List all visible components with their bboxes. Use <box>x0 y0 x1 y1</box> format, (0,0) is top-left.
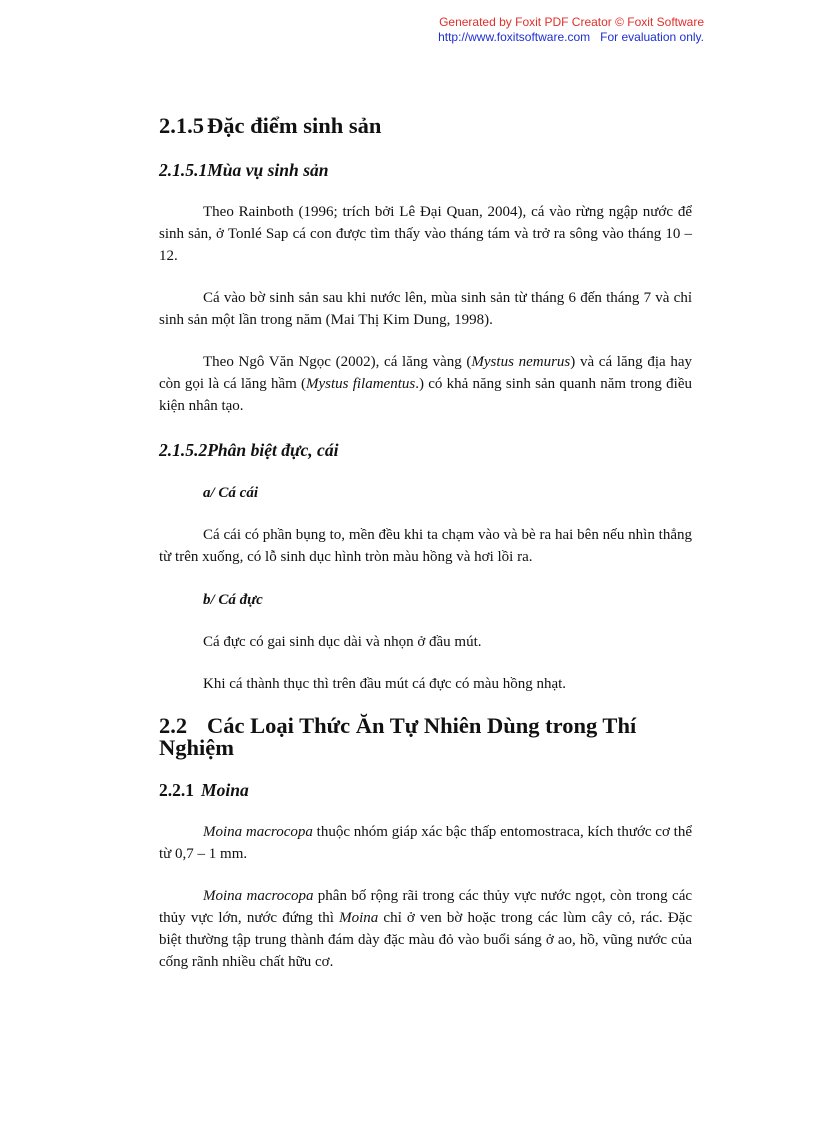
heading-number: 2.2.1 <box>159 780 195 800</box>
species-name: Mystus filamentus <box>306 376 416 392</box>
species-name: Moina macrocopa <box>203 888 314 904</box>
subheading-ca-cai: a/ Cá cái <box>203 485 258 501</box>
heading-2-1-5-2: 2.1.5.2Phân biệt đực, cái <box>159 440 339 460</box>
text-run: Theo Ngô Văn Ngọc (2002), cá lăng vàng ( <box>203 354 472 370</box>
text-run: .) có khả năng sinh sản quanh năm trong điều kiện nhân tạo. <box>159 376 692 414</box>
heading-title: Moina <box>201 780 249 800</box>
species-name: Moina <box>339 910 379 926</box>
foxit-watermark <box>438 15 704 45</box>
paragraph-moina-2 <box>159 885 692 973</box>
heading-2-2 <box>159 715 692 759</box>
heading-2-1-5 <box>159 115 692 137</box>
paragraph-ca-duc: Cá đực có gai sinh dục dài và nhọn ở đầu mút. <box>203 634 482 650</box>
paragraph-mua-sinh-san: Cá vào bờ sinh sản sau khi nước lên, mùa sinh sản từ tháng 6 đến tháng 7 và chỉ sinh sản một lần trong năm (Mai Thị Kim Dung, 1998). <box>159 290 692 328</box>
watermark-url[interactable]: http://www.foxitsoftware.com <box>438 30 591 44</box>
text-run: thuộc nhóm giáp xác bậc thấp entomostraca, kích thước cơ thể từ 0,7 – 1 mm. <box>159 824 692 862</box>
document-page <box>159 115 692 973</box>
paragraph-moina-1 <box>159 821 692 865</box>
heading-number: 2.1.5 <box>159 113 204 138</box>
paragraph-rainboth: Theo Rainboth (1996; trích bởi Lê Đại Quan, 2004), cá vào rừng ngập nước để sinh sản, ở Tonlé Sap cá con được tìm thấy vào tháng tám và trở ra sông vào tháng 10 – 12. <box>159 204 692 264</box>
watermark-note: For evaluation only. <box>600 30 704 44</box>
heading-title: Đặc điểm sinh sản <box>207 113 382 138</box>
text-run: ) và cá lăng địa hay còn gọi là cá lăng hầm ( <box>159 354 692 392</box>
text-run: phân bố rộng rãi trong các thủy vực nước ngọt, còn trong các thủy vực lớn, nước đứng thì <box>159 888 693 926</box>
heading-number: 2.2 <box>159 713 188 738</box>
paragraph-ngo-van-ngoc <box>159 351 692 417</box>
heading-2-1-5-1: 2.1.5.1Mùa vụ sinh sản <box>159 160 329 180</box>
watermark-line2 <box>438 30 704 45</box>
species-name: Mystus nemurus <box>471 354 571 370</box>
watermark-line1: Generated by Foxit PDF Creator © Foxit Software <box>439 15 704 29</box>
text-run: chỉ ở ven bờ hoặc trong các lùm cây cỏ, rác. Đặc biệt thường tập trung thành đám dày đặc màu đỏ vào buổi sáng ở ao, hồ, vũng nước của cống rãnh nhiều chất hữu cơ. <box>159 910 692 970</box>
subheading-ca-duc: b/ Cá đực <box>203 592 263 608</box>
paragraph-ca-cai: Cá cái có phần bụng to, mền đều khi ta chạm vào và bè ra hai bên nếu nhìn thẳng từ trên xuống, có lỗ sinh dục hình tròn màu hồng và hơi lồi ra. <box>159 527 692 565</box>
heading-title: Các Loại Thức Ăn Tự Nhiên Dùng trong Thí Nghiệm <box>159 713 637 760</box>
species-name: Moina macrocopa <box>203 824 313 840</box>
paragraph-thanh-thuc: Khi cá thành thục thì trên đầu mút cá đực có màu hồng nhạt. <box>203 676 567 692</box>
heading-2-2-1 <box>159 779 692 801</box>
